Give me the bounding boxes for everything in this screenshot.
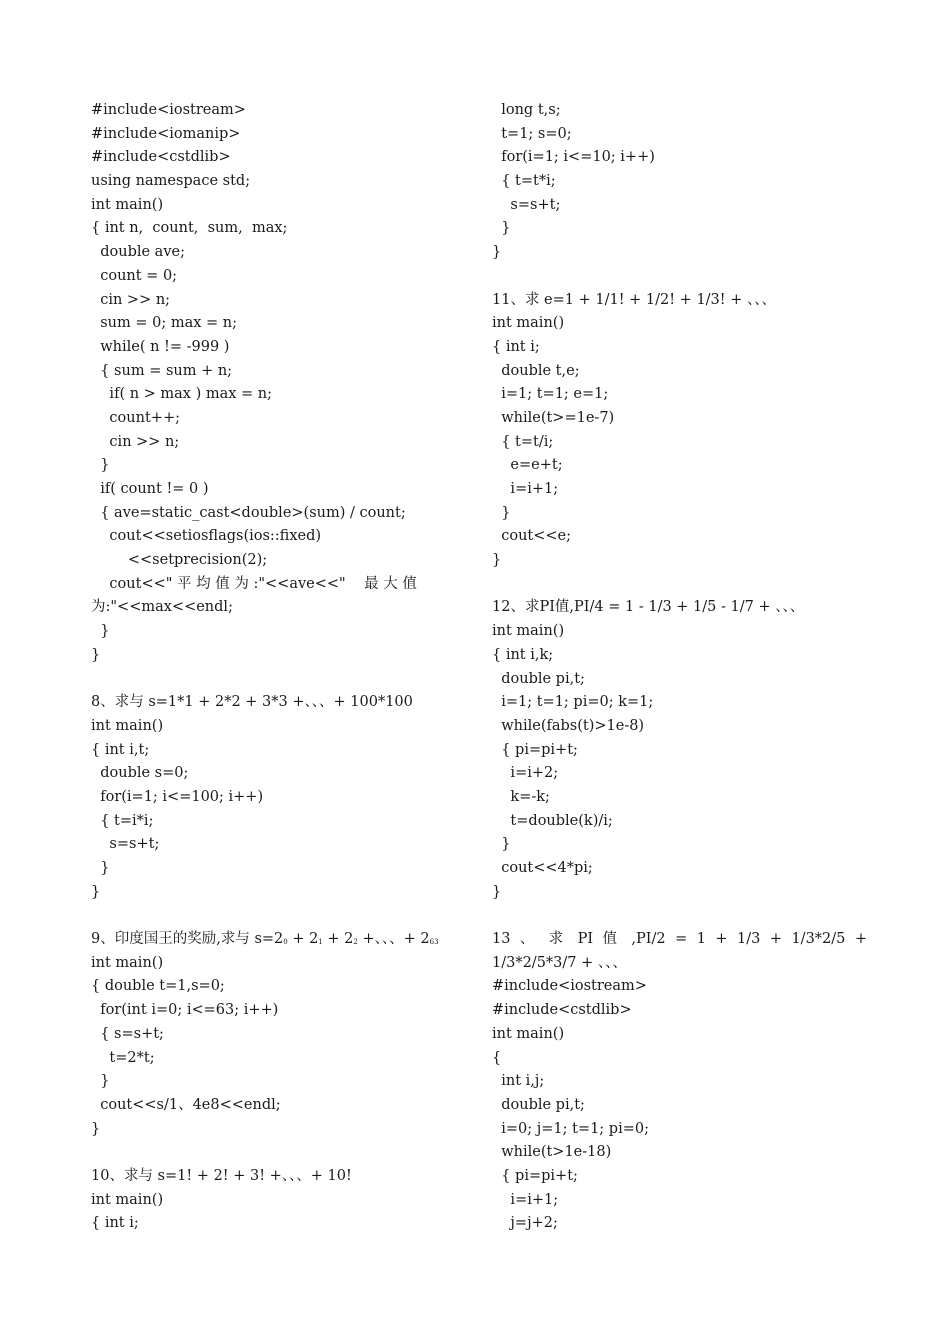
right-line-34: } [492, 883, 502, 900]
left-line-16: } [91, 457, 110, 474]
right-line-16: e=e+t; [492, 457, 563, 474]
right-line-37: 1/3*2/5*3/7 + 、、、 [492, 954, 627, 971]
left-line-17: if( count != 0 ) [91, 481, 209, 497]
right-line-5: s=s+t; [492, 196, 561, 213]
right-line-39: #include<cstdlib> [492, 1002, 632, 1019]
left-line-24: } [91, 646, 101, 663]
left-line-47: int main() [91, 1191, 164, 1208]
left-line-41: t=2*t; [91, 1049, 155, 1066]
left-line-33: } [91, 860, 110, 876]
left-line-2: #include<iomanip> [91, 125, 241, 142]
right-line-32: } [492, 836, 511, 853]
right-line-21 [492, 573, 867, 597]
right-line-7: } [492, 244, 502, 261]
problem9-prefix: 9、印度国王的奖励,求与 s=2 [91, 931, 284, 948]
left-line-18: { ave=static_cast<double>(sum) / count; [91, 504, 406, 521]
right-line-18: } [492, 504, 511, 521]
right-line-10: int main() [492, 315, 565, 332]
left-line-34: } [91, 883, 101, 900]
left-line-46: 10、求与 s=1! + 2! + 3! +、、、+ 10! [91, 1167, 352, 1184]
right-line-6: } [492, 220, 511, 237]
left-line-14: count++; [91, 409, 180, 426]
right-line-3: for(i=1; i<=10; i++) [492, 149, 655, 166]
left-line-12: { sum = sum + n; [91, 362, 233, 379]
right-column [492, 99, 867, 1236]
left-line-21: cout<<" 平 均 值 为 :"<<ave<<" 最 大 值 [91, 575, 417, 592]
right-line-8 [492, 265, 867, 289]
left-line-13: if( n > max ) max = n; [91, 386, 273, 403]
left-line-25 [91, 668, 471, 692]
left-line-22: 为:"<<max<<endl; [91, 599, 233, 616]
right-line-38: #include<iostream> [492, 978, 647, 995]
left-line-7: double ave; [91, 244, 185, 261]
left-line-8: count = 0; [91, 267, 178, 284]
right-line-13: i=1; t=1; e=1; [492, 386, 609, 403]
left-line-43: cout<<s/1、4e8<<endl; [91, 1096, 281, 1113]
problem9-exp2: 2 [353, 938, 358, 947]
right-line-45: while(t>1e-18) [492, 1144, 612, 1161]
left-line-42: } [91, 1073, 110, 1090]
right-line-25: double pi,t; [492, 670, 585, 687]
right-line-9: 11、求 e=1 + 1/1! + 1/2! + 1/3! + 、、、 [492, 291, 776, 308]
left-line-37: int main() [91, 954, 164, 971]
left-line-4: using namespace std; [91, 173, 251, 190]
problem9-exp0: 0 [283, 938, 288, 947]
right-line-48: j=j+2; [492, 1215, 558, 1232]
left-line-23: } [91, 623, 110, 640]
left-line-5: int main() [91, 196, 164, 213]
right-line-35 [492, 904, 867, 928]
left-line-28: { int i,t; [91, 741, 150, 758]
right-line-42: int i,j; [492, 1073, 545, 1090]
left-line-39: for(int i=0; i<=63; i++) [91, 1002, 279, 1019]
left-column [91, 99, 471, 1236]
left-line-44: } [91, 1120, 101, 1137]
problem9-exp3: 63 [429, 938, 439, 947]
problem9-exp1: 1 [318, 938, 323, 947]
left-line-35 [91, 904, 471, 928]
left-line-10: sum = 0; max = n; [91, 315, 237, 332]
right-line-46: { pi=pi+t; [492, 1167, 578, 1184]
right-line-19: cout<<e; [492, 528, 571, 545]
right-line-1: long t,s; [492, 102, 561, 118]
right-line-27: while(fabs(t)>1e-8) [492, 717, 645, 734]
right-line-41: { [492, 1049, 502, 1066]
right-line-15: { t=t/i; [492, 433, 554, 450]
problem9-mid1: + 2 [287, 931, 319, 948]
right-line-24: { int i,k; [492, 646, 554, 663]
right-line-44: i=0; j=1; t=1; pi=0; [492, 1120, 649, 1137]
right-line-40: int main() [492, 1025, 565, 1042]
left-line-20: <<setprecision(2); [91, 552, 268, 569]
right-line-26: i=1; t=1; pi=0; k=1; [492, 694, 654, 711]
left-line-15: cin >> n; [91, 433, 180, 450]
right-line-22: 12、求PI值,PI/4 = 1 - 1/3 + 1/5 - 1/7 + 、、、 [492, 599, 805, 616]
left-line-48: { int i; [91, 1215, 139, 1232]
left-line-3: #include<cstdlib> [91, 149, 231, 166]
left-line-40: { s=s+t; [91, 1025, 164, 1042]
left-line-1: #include<iostream> [91, 102, 246, 118]
right-line-11: { int i; [492, 338, 540, 355]
right-line-33: cout<<4*pi; [492, 860, 593, 876]
left-line-45 [91, 1141, 471, 1165]
right-line-20: } [492, 552, 502, 569]
left-line-26: 8、求与 s=1*1 + 2*2 + 3*3 +、、、+ 100*100 [91, 694, 413, 711]
left-line-9: cin >> n; [91, 291, 171, 308]
right-line-17: i=i+1; [492, 481, 559, 497]
right-line-36: 13 、 求 PI 值 ,PI/2 = 1 + 1/3 + 1/3*2/5 + [492, 931, 867, 948]
right-line-12: double t,e; [492, 362, 580, 379]
right-line-43: double pi,t; [492, 1096, 585, 1113]
problem9-heading [91, 928, 471, 952]
left-line-31: { t=i*i; [91, 812, 154, 829]
left-line-27: int main() [91, 717, 164, 734]
right-line-4: { t=t*i; [492, 173, 556, 190]
left-line-30: for(i=1; i<=100; i++) [91, 788, 264, 805]
problem9-mid3: +、、、+ 2 [357, 931, 430, 948]
right-line-2: t=1; s=0; [492, 125, 572, 142]
left-line-32: s=s+t; [91, 836, 160, 853]
right-line-47: i=i+1; [492, 1191, 559, 1208]
right-line-28: { pi=pi+t; [492, 741, 578, 758]
left-line-6: { int n, count, sum, max; [91, 220, 288, 237]
problem9-mid2: + 2 [322, 931, 354, 948]
left-line-29: double s=0; [91, 765, 189, 782]
right-line-29: i=i+2; [492, 765, 559, 782]
right-line-23: int main() [492, 623, 565, 640]
right-line-30: k=-k; [492, 788, 550, 805]
left-line-19: cout<<setiosflags(ios::fixed) [91, 528, 322, 545]
left-line-38: { double t=1,s=0; [91, 978, 225, 995]
right-line-14: while(t>=1e-7) [492, 409, 615, 426]
right-line-31: t=double(k)/i; [492, 812, 613, 829]
left-line-11: while( n != -999 ) [91, 338, 230, 355]
